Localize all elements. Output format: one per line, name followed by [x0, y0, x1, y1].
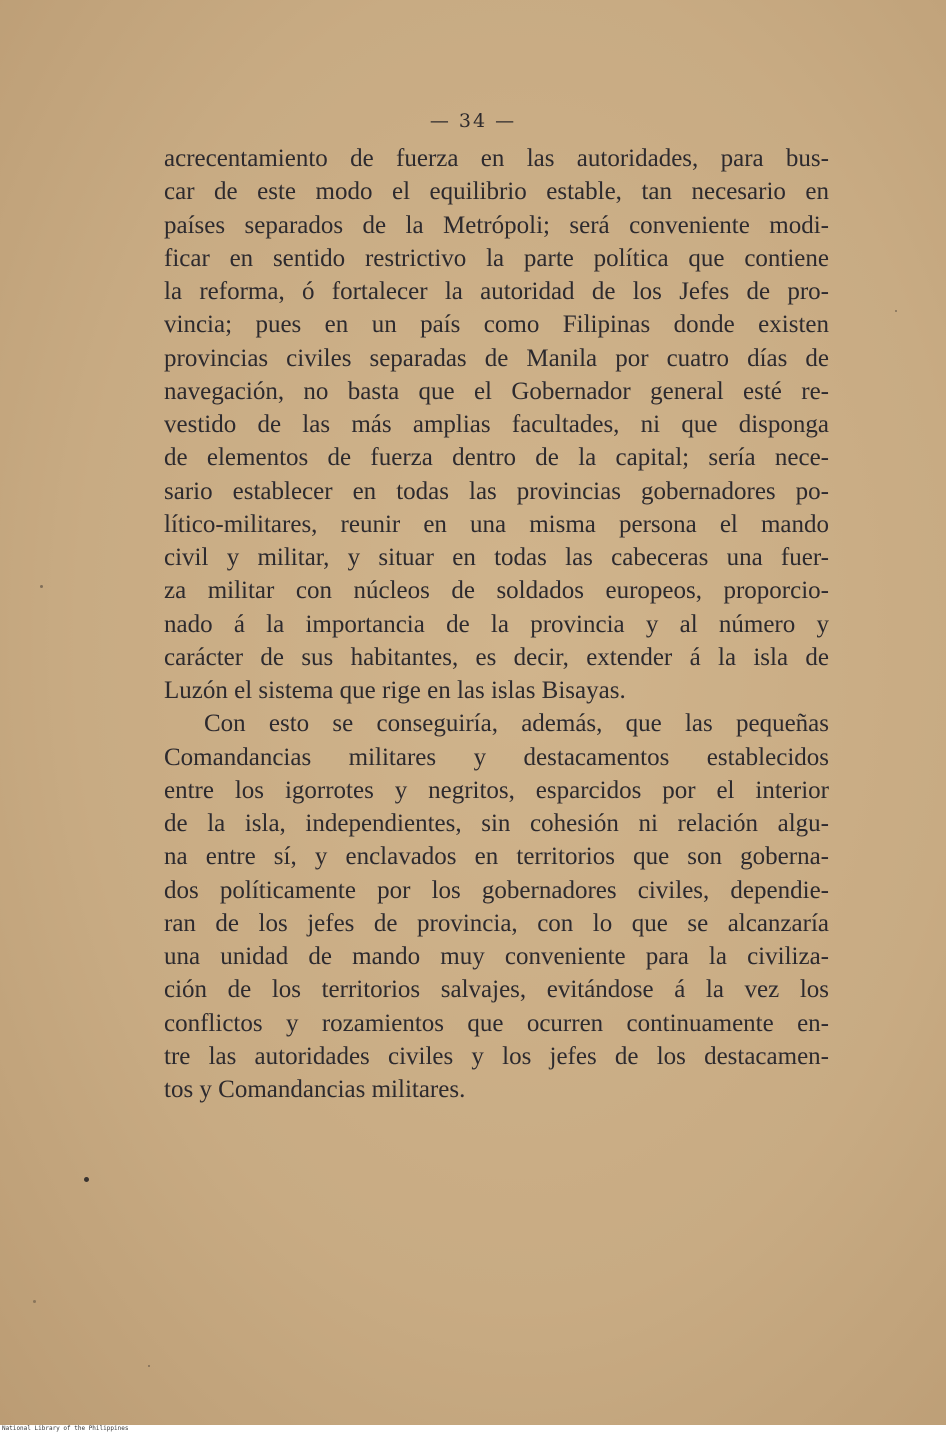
text-line: tre las autoridades civiles y los jefes de los destacamen- [164, 1042, 829, 1070]
page-number: — 34 — [429, 110, 517, 132]
text-line: na entre sí, y enclavados en territorios que son goberna- [164, 843, 829, 871]
text-line: la reforma, ó fortalecer la autoridad de los Jefes de pro- [164, 278, 829, 305]
ink-speck [40, 585, 43, 588]
ink-speck [148, 1365, 150, 1367]
text-line: vincia; pues en un país como Filipinas donde existen [164, 311, 829, 339]
text-line: de elementos de fuerza dentro de la capital; sería nece- [164, 444, 829, 472]
text-line: Comandancias militares y destacamentos establecidos [164, 743, 829, 771]
text-line: ción de los territorios salvajes, evitándose á la vez los [164, 976, 829, 1004]
ink-speck [895, 310, 897, 312]
text-line: sario establecer en todas las provincias gobernadores po- [164, 477, 829, 505]
text-line: vestido de las más amplias facultades, ni que disponga [164, 411, 829, 438]
body-text [164, 142, 829, 1106]
text-line: de la isla, independientes, sin cohesión ni relación algu- [164, 810, 829, 837]
text-line: una unidad de mando muy conveniente para la civiliza- [164, 943, 829, 970]
ink-speck [84, 1177, 89, 1182]
paragraph-start-line: Con esto se conseguiría, además, que las pequeñas [204, 710, 829, 738]
paragraph-end-line: tos y Comandancias militares. [164, 1076, 466, 1103]
text-line: países separados de la Metrópoli; será conveniente modi- [164, 211, 829, 239]
text-line: ficar en sentido restrictivo la parte política que contiene [164, 244, 829, 272]
paragraph-end-line: Luzón el sistema que rige en las islas Bisayas. [164, 677, 626, 704]
text-line: nado á la importancia de la provincia y al número y [164, 610, 829, 638]
text-line: entre los igorrotes y negritos, esparcidos por el interior [164, 776, 829, 804]
text-line: carácter de sus habitantes, es decir, extender á la isla de [164, 643, 829, 671]
text-line: acrecentamiento de fuerza en las autoridades, para bus- [164, 145, 829, 172]
text-line: civil y militar, y situar en todas las cabeceras una fuer- [164, 544, 829, 571]
library-credit: National Library of the Philippines [2, 1425, 129, 1432]
ink-speck [33, 1300, 36, 1303]
text-line: conflictos y rozamientos que ocurren continuamente en- [164, 1009, 829, 1037]
text-line: navegación, no basta que el Gobernador general esté re- [164, 377, 829, 405]
text-line: lítico-militares, reunir en una misma persona el mando [164, 510, 829, 538]
text-line: car de este modo el equilibrio estable, tan necesario en [164, 178, 829, 206]
text-line: provincias civiles separadas de Manila por cuatro días de [164, 344, 829, 372]
text-line: ran de los jefes de provincia, con lo que se alcanzaría [164, 909, 829, 937]
footer-bar [0, 1425, 946, 1433]
text-line: dos políticamente por los gobernadores civiles, dependie- [164, 876, 829, 904]
text-line: za militar con núcleos de soldados europeos, proporcio- [164, 577, 829, 605]
